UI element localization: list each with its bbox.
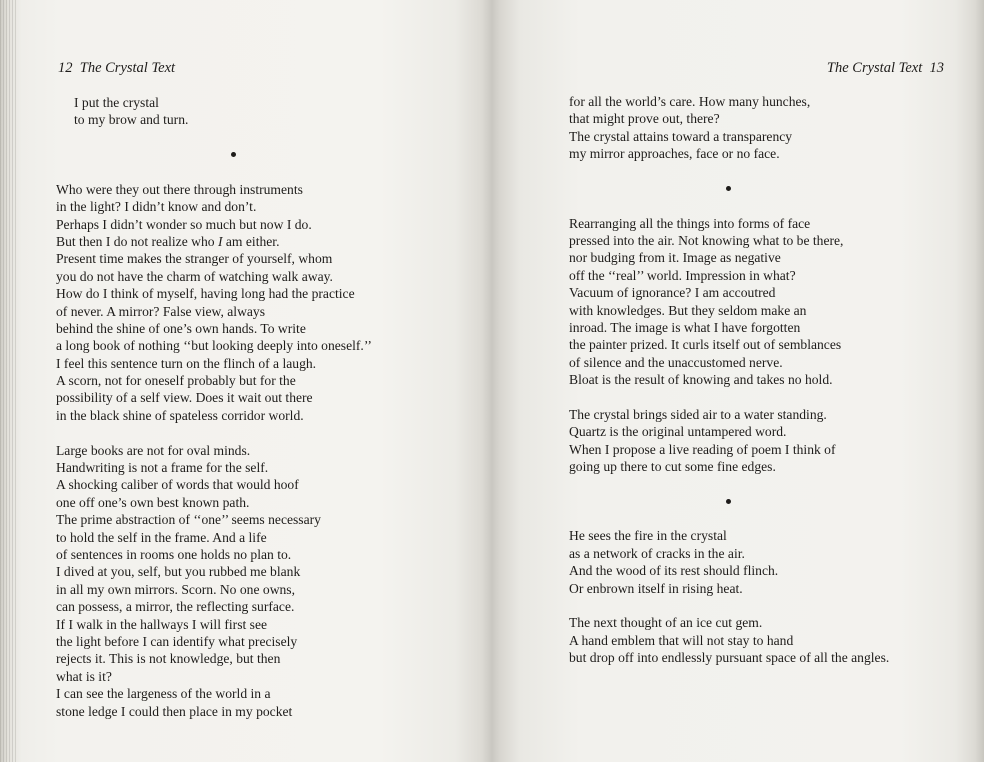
poem-line: Present time makes the stranger of yourself, whom bbox=[56, 251, 333, 267]
stanza-gap bbox=[569, 597, 889, 614]
poem-line: a long book of nothing ‘‘but looking deeply into oneself.’’ bbox=[56, 338, 372, 354]
poem-line: I feel this sentence turn on the flinch of a laugh. bbox=[56, 355, 317, 371]
poem-line: one off one’s own best known path. bbox=[56, 494, 250, 510]
poem-line: but drop off into endlessly pursuant space of all the angles. bbox=[569, 650, 890, 666]
poem-line: A hand emblem that will not stay to hand bbox=[569, 632, 794, 648]
section-bullet bbox=[726, 499, 731, 504]
right-running-head bbox=[827, 60, 944, 77]
poem-line: to hold the self in the frame. And a life bbox=[56, 529, 267, 545]
poem-line: And the wood of its rest should flinch. bbox=[569, 563, 779, 579]
poem-line: Large books are not for oval minds. bbox=[56, 442, 251, 458]
stanza bbox=[569, 215, 889, 389]
stanza bbox=[56, 181, 372, 424]
poem-line: The prime abstraction of ‘‘one’’ seems necessary bbox=[56, 512, 321, 528]
poem-line: A scorn, not for oneself probably but for the bbox=[56, 373, 296, 389]
left-page-number: 12 bbox=[58, 60, 73, 76]
poem-line: I put the crystal bbox=[74, 95, 159, 110]
stanza-gap bbox=[569, 388, 889, 405]
poem-line: my mirror approaches, face or no face. bbox=[569, 146, 780, 162]
right-poem-text bbox=[569, 93, 889, 667]
poem-line: The crystal attains toward a transparency bbox=[569, 128, 793, 144]
poem-line: If I walk in the hallways I will first see bbox=[56, 616, 268, 632]
right-page-number: 13 bbox=[929, 60, 944, 76]
poem-line: inroad. The image is what I have forgotten bbox=[569, 319, 801, 335]
poem-line: A shocking caliber of words that would hoof bbox=[56, 477, 299, 493]
poem-line: Quartz is the original untampered word. bbox=[569, 424, 787, 440]
poem-line: going up there to cut some fine edges. bbox=[569, 459, 776, 475]
poem-line: pressed into the air. Not knowing what to be there, bbox=[569, 232, 844, 248]
poem-line: to my brow and turn. bbox=[74, 112, 189, 128]
right-stanzas-middle bbox=[569, 215, 889, 476]
poem-line: How do I think of myself, having long had the practice bbox=[56, 286, 355, 302]
left-running-title: The Crystal Text bbox=[79, 60, 176, 76]
section-bullet bbox=[726, 186, 731, 191]
poem-line: But then I do not realize who I am either. bbox=[56, 233, 280, 249]
poem-line: Who were they out there through instruments bbox=[56, 181, 303, 197]
poem-line: I dived at you, self, but you rubbed me blank bbox=[56, 564, 301, 580]
poem-line: Handwriting is not a frame for the self. bbox=[56, 460, 269, 476]
poem-line: what is it? bbox=[56, 668, 112, 684]
poem-line: for all the world’s care. How many hunches, bbox=[569, 94, 811, 109]
poem-line: The next thought of an ice cut gem. bbox=[569, 615, 763, 631]
poem-line: When I propose a live reading of poem I think of bbox=[569, 441, 836, 457]
poem-line: Or enbrown itself in rising heat. bbox=[569, 580, 743, 596]
right-stanzas-after-break bbox=[569, 527, 889, 666]
poem-line: in all my own mirrors. Scorn. No one owns, bbox=[56, 581, 295, 597]
poem-line: the light before I can identify what precisely bbox=[56, 633, 298, 649]
poem-line: of silence and the unaccustomed nerve. bbox=[569, 354, 783, 370]
right-stanzas-before-break bbox=[569, 93, 889, 163]
poem-line: of sentences in rooms one holds no plan to. bbox=[56, 546, 292, 562]
poem-line: possibility of a self view. Does it wait out there bbox=[56, 390, 313, 406]
poem-line: Bloat is the result of knowing and takes no hold. bbox=[569, 372, 833, 388]
poem-line: off the ‘‘real’’ world. Impression in what? bbox=[569, 267, 796, 283]
poem-line: Vacuum of ignorance? I am accoutred bbox=[569, 285, 776, 301]
poem-line: stone ledge I could then place in my pocket bbox=[56, 703, 293, 719]
poem-line: nor budging from it. Image as negative bbox=[569, 250, 781, 266]
poem-line: of never. A mirror? False view, always bbox=[56, 303, 266, 319]
poem-line: in the light? I didn’t know and don’t. bbox=[56, 199, 257, 215]
poem-line: in the black shine of spateless corridor world. bbox=[56, 407, 304, 423]
left-stanzas bbox=[56, 181, 372, 720]
left-poem-text bbox=[56, 94, 372, 720]
left-opening-stanza bbox=[56, 94, 372, 129]
poem-line: behind the shine of one’s own hands. To write bbox=[56, 320, 306, 336]
stanza bbox=[569, 527, 889, 597]
section-bullet bbox=[231, 152, 236, 157]
poem-line: He sees the fire in the crystal bbox=[569, 528, 727, 544]
poem-line: you do not have the charm of watching walk away. bbox=[56, 268, 333, 284]
stanza bbox=[569, 93, 889, 163]
poem-line: as a network of cracks in the air. bbox=[569, 545, 745, 561]
poem-line: Perhaps I didn’t wonder so much but now I do. bbox=[56, 216, 312, 232]
stanza bbox=[569, 614, 889, 666]
section-break bbox=[569, 475, 889, 527]
section-break bbox=[569, 163, 889, 215]
right-page bbox=[492, 0, 984, 762]
right-running-title: The Crystal Text bbox=[826, 60, 923, 76]
left-running-head bbox=[58, 60, 175, 77]
stanza bbox=[569, 406, 889, 476]
poem-line: I can see the largeness of the world in a bbox=[56, 686, 271, 702]
poem-line: the painter prized. It curls itself out of semblances bbox=[569, 337, 842, 353]
poem-line: that might prove out, there? bbox=[569, 111, 720, 127]
poem-line: Rearranging all the things into forms of face bbox=[569, 215, 811, 231]
stanza bbox=[56, 442, 372, 720]
poem-line: The crystal brings sided air to a water standing. bbox=[569, 406, 827, 422]
poem-line: rejects it. This is not knowledge, but then bbox=[56, 651, 281, 667]
stanza-gap bbox=[56, 424, 372, 441]
section-break bbox=[56, 129, 372, 181]
poem-line: with knowledges. But they seldom make an bbox=[569, 302, 807, 318]
poem-line: can possess, a mirror, the reflecting surface. bbox=[56, 599, 295, 615]
